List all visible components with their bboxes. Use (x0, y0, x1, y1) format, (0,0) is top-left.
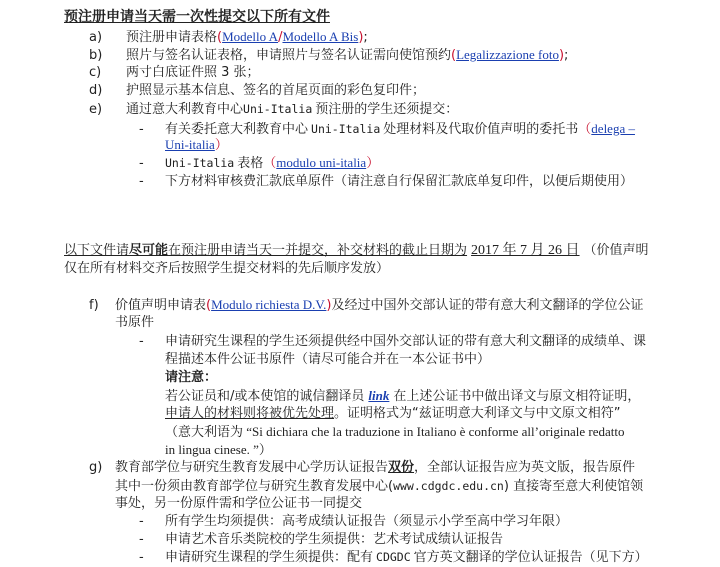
uni-italia-label: Uni-Italia (243, 102, 313, 116)
item-a-end: ; (363, 30, 368, 45)
note2-post: 。证明格式为“兹证明意大利译文与中文原文相符” (334, 406, 621, 421)
sub-item-delega-cont (165, 136, 228, 155)
item-f-line2: 书原件 (115, 315, 155, 330)
sub-item-graduate (139, 548, 648, 567)
intro-bold: 尽可能 (129, 243, 169, 258)
modello-a-link[interactable]: Modello A (222, 29, 279, 44)
item-b (89, 46, 568, 65)
cdgdc-label: CDGDC (376, 550, 411, 564)
item-g-l2-post: ) 直接寄至意大利使馆领 (503, 479, 644, 494)
item-a-text: 预注册申请表格 (126, 30, 218, 45)
paren-close: ) (326, 298, 332, 313)
paren-open: ( (451, 48, 457, 63)
item-c-text: 两寸白底证件照 3 张； (126, 65, 260, 80)
sub-item-fee-receipt (139, 173, 633, 191)
sub-dash: - (139, 334, 144, 349)
sub-dash: - (139, 174, 144, 189)
item-f-marker: f) (89, 298, 99, 313)
note-line3: （意大利语为 “Si dichiara che la traduzione in Italiano è conforme all’originale redatto (165, 424, 625, 439)
item-e (89, 100, 458, 119)
cdgdc-url: www.cdgdc.edu.cn (393, 479, 504, 493)
deadline-date: 2017 年 7 月 26 日 (471, 243, 580, 258)
sub-fee-text: 下方材料审核费汇款底单原件（请注意自行保留汇款底单复印件，以便后期使用） (165, 174, 634, 189)
item-g-bold: 双份 (388, 460, 415, 475)
paren-close: ) (558, 48, 565, 63)
note-label: 请注意： (165, 370, 218, 385)
paren-open: ( (206, 298, 212, 313)
item-g-l2-pre: 其中一份须由教育部学位与研究生教育发展中心( (115, 479, 394, 494)
sub-dash: - (139, 532, 144, 547)
item-e-text-pre: 通过意大利教育中心 (126, 102, 244, 117)
item-a (89, 28, 368, 47)
note1-pre: 若公证员和/或本使馆的诚信翻译员 (165, 389, 365, 404)
section1-title: 预注册申请当天需一次性提交以下所有文件 (64, 9, 330, 25)
item-g-post: ，全部认证报告应为英文版，报告原件 (414, 460, 636, 475)
item-d (89, 82, 425, 100)
sub-grad-post: 官方英文翻译的学位认证报告（见下方） (413, 550, 648, 565)
item-d-text: 护照显示基本信息、签名的首尾页面的彩色复印件； (126, 83, 426, 98)
sub-transcript-line1: 申请研究生课程的学生还须提供经中国外交部认证的带有意大利文翻译的成绩单、课 (165, 334, 647, 349)
sub-item-modulo (139, 154, 379, 173)
item-b-marker: b) (89, 48, 103, 63)
sub-delega-post: 处理材料及代取价值声明的委托书 (383, 122, 579, 137)
modulo-richiesta-dv-link[interactable]: Modulo richiesta D.V. (211, 297, 327, 312)
intro-pre: 以下文件请 (64, 243, 130, 258)
item-g-line2 (115, 477, 643, 496)
paren-close: ) (358, 30, 364, 45)
paren-open: ( (217, 30, 223, 45)
paren-open: （ (263, 156, 277, 171)
item-f-post: 及经过中国外交部认证的带有意大利文翻译的学位公证 (331, 298, 644, 313)
translator-link[interactable]: link (368, 388, 390, 403)
section2-intro-line2: 仅在所有材料交齐后按照学生提交材料的先后顺序发放） (64, 261, 390, 276)
item-g-pre: 教育部学位与研究生教育发展中心学历认证报告 (115, 460, 389, 475)
uni-italia-label: Uni-Italia (165, 156, 235, 170)
item-d-marker: d) (89, 83, 103, 98)
item-a-marker: a) (89, 30, 103, 45)
sub-item-transcript (139, 333, 646, 351)
sub-gaokao-text: 所有学生均须提供：高考成绩认证报告（须显示小学至高中学习年限） (165, 514, 569, 529)
legalizzazione-foto-link[interactable]: Legalizzazione foto (456, 47, 559, 62)
sub-grad-pre: 申请研究生课程的学生须提供：配有 (165, 550, 374, 565)
intro-post: （价值声明 (583, 243, 649, 258)
priority-text: 申请人的材料则将被优先处理 (165, 406, 335, 421)
item-b-end: ; (564, 48, 569, 63)
item-c-marker: c) (89, 65, 102, 80)
sub-dash: - (139, 156, 144, 171)
sub-dash: - (139, 514, 144, 529)
paren-close: ） (366, 156, 380, 171)
sub-item-gaokao (139, 513, 568, 531)
item-b-text: 照片与签名认证表格，申请照片与签名认证需向使馆预约 (126, 48, 452, 63)
sub-modulo-post: 表格 (237, 156, 264, 171)
note-line4: in lingua cinese. ”） (165, 442, 272, 457)
sub-dash: - (139, 550, 144, 565)
note-line1 (165, 387, 640, 406)
paren-open: （ (578, 122, 592, 137)
sub-item-art (139, 531, 503, 549)
item-g (89, 459, 635, 477)
item-g-marker: g) (89, 460, 103, 475)
item-f-pre: 价值声明申请表 (115, 298, 207, 313)
slash: / (278, 30, 283, 45)
note1-post: 在上述公证书中做出译文与原文相符证明， (393, 389, 641, 404)
note-line2 (165, 405, 621, 423)
delega-link-part1[interactable]: delega – (591, 121, 635, 136)
paren-close: ） (214, 138, 228, 153)
sub-art-text: 申请艺术音乐类院校的学生须提供：艺术考试成绩认证报告 (165, 532, 504, 547)
sub-delega-pre: 有关委托意大利教育中心 (165, 122, 309, 137)
intro-mid: 在预注册申请当天一并提交，补交材料的截止日期为 (168, 243, 468, 258)
section2-intro-line1 (64, 242, 649, 260)
sub-transcript-line2: 程描述本件公证书原件（请尽可能合并在一本公证书中） (165, 352, 491, 367)
item-e-marker: e) (89, 102, 103, 117)
item-c (89, 64, 260, 82)
sub-dash: - (139, 122, 144, 137)
item-g-line3: 事处，另一份原件需和学位公证书一同提交 (115, 496, 363, 511)
modulo-uni-italia-link[interactable]: modulo uni-italia (276, 155, 367, 170)
modello-a-bis-link[interactable]: Modello A Bis (282, 29, 359, 44)
delega-link-part2[interactable]: Uni-italia (165, 137, 215, 152)
uni-italia-label: Uni-Italia (311, 122, 381, 136)
item-e-text-post: 预注册的学生还须提交： (315, 102, 459, 117)
item-f (89, 296, 644, 315)
